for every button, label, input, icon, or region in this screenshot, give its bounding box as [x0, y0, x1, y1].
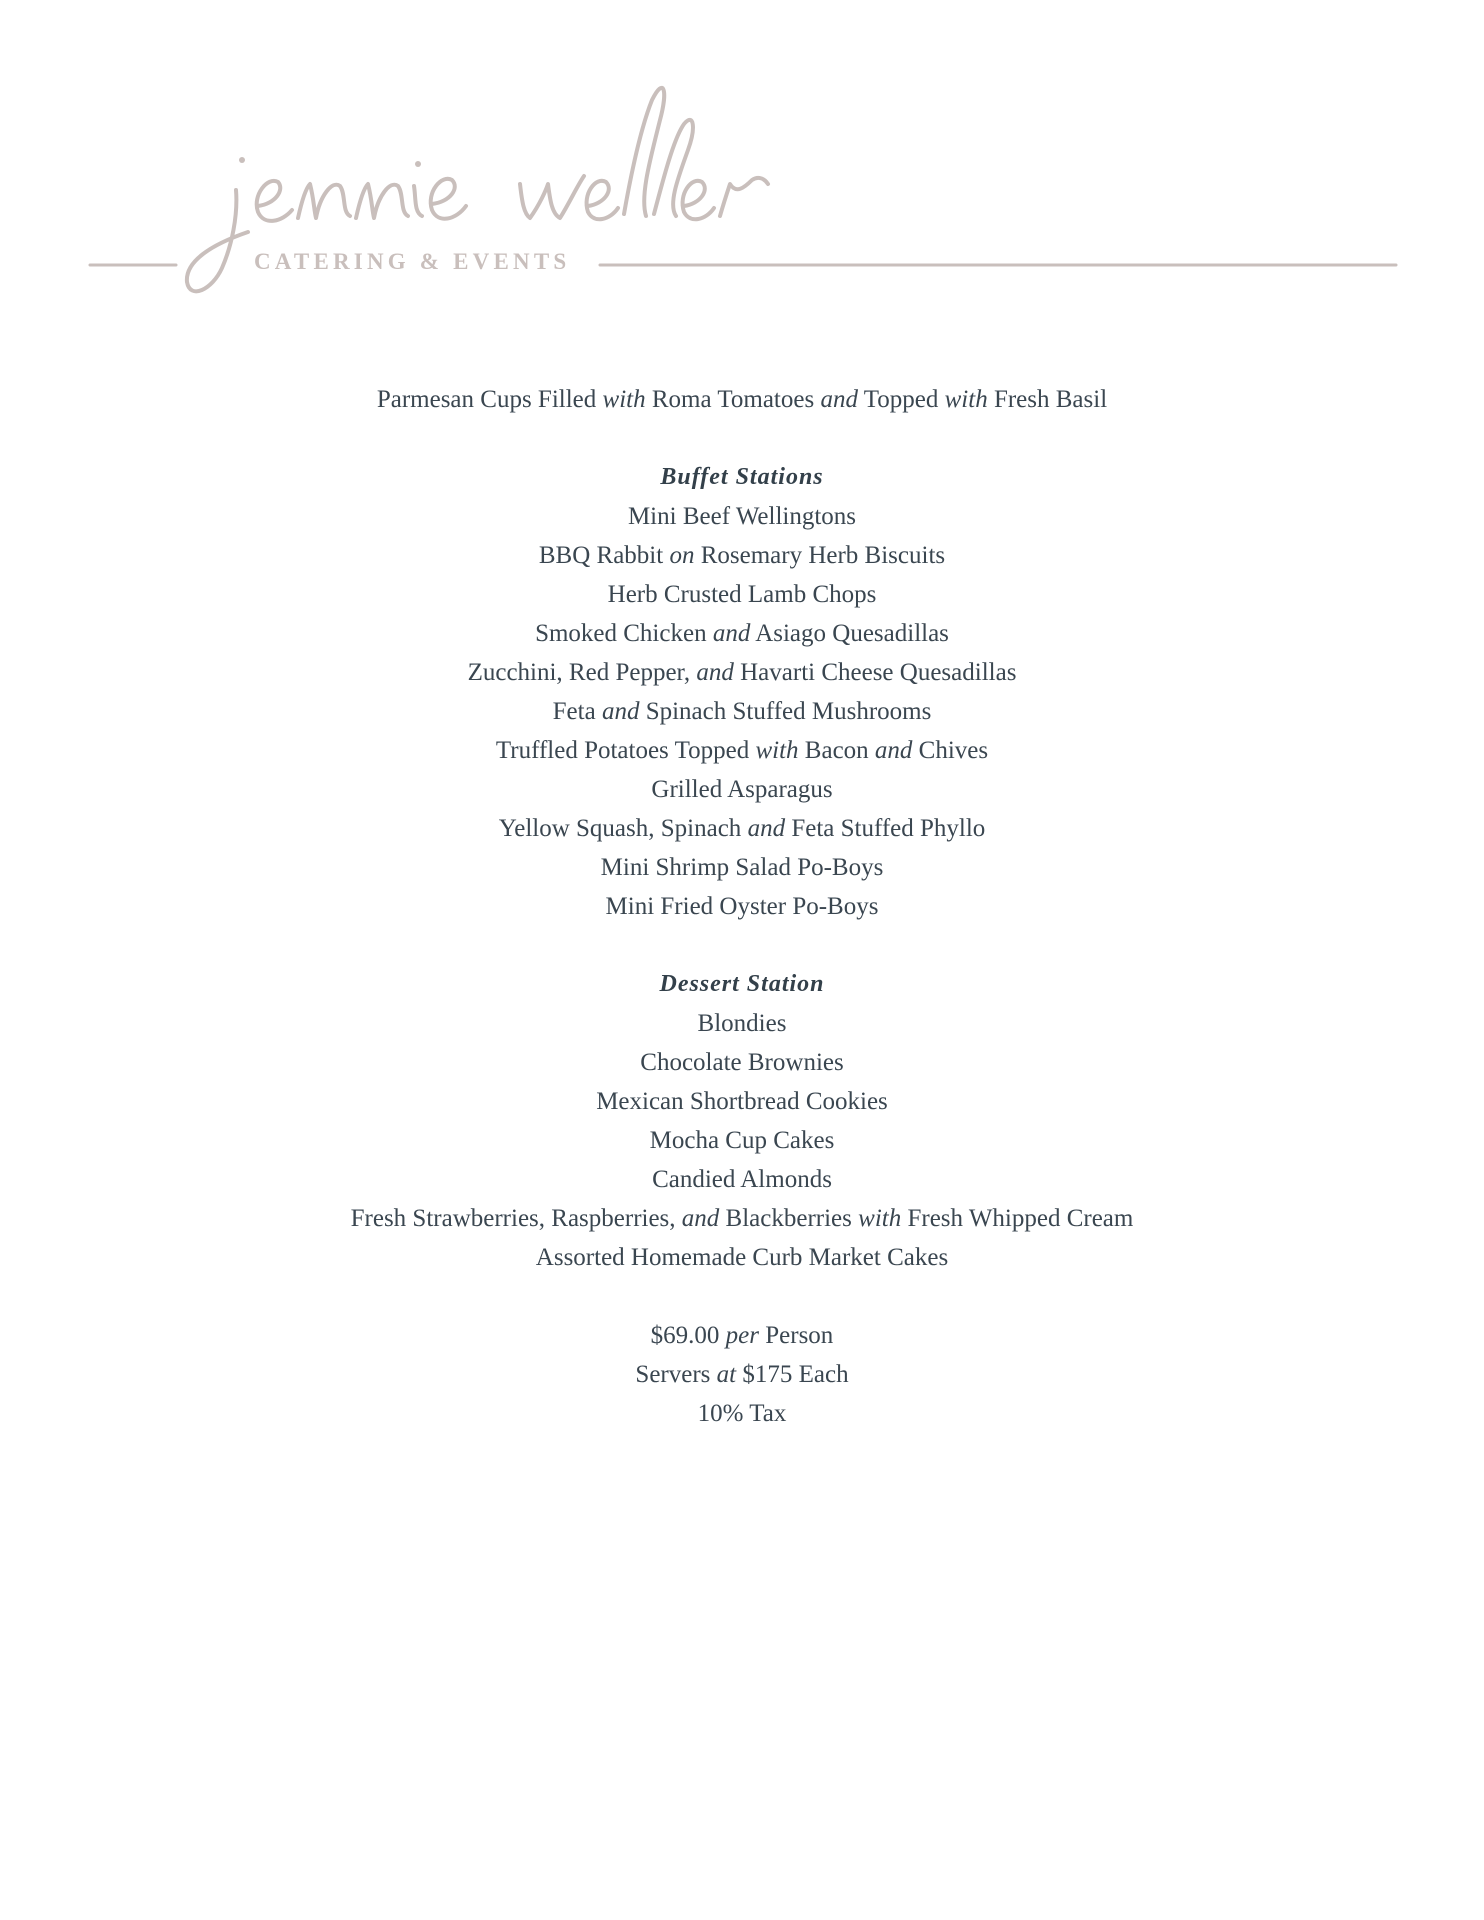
connector-word: and [696, 659, 734, 686]
menu-item: Herb Crusted Lamb Chops [607, 581, 877, 608]
menu-item: Smoked Chicken and Asiago Quesadillas [535, 620, 949, 647]
menu-item: Grilled Asparagus [651, 776, 833, 803]
connector-word: at [716, 1361, 737, 1388]
buffet-list [0, 497, 1484, 926]
menu-item: Chocolate Brownies [640, 1049, 844, 1076]
connector-word: with [755, 737, 799, 764]
menu-content [0, 380, 1484, 1433]
menu-item: Fresh Strawberries, Raspberries, and Blackberries with Fresh Whipped Cream [350, 1205, 1134, 1232]
connector-word: and [747, 815, 786, 842]
menu-item: Feta and Spinach Stuffed Mushrooms [552, 698, 932, 725]
connector-word: with [944, 386, 988, 413]
connector-word: and [820, 386, 858, 413]
connector-word: and [712, 620, 751, 647]
menu-item: Servers at $175 Each [635, 1361, 849, 1388]
brand-logo [0, 0, 1484, 320]
dessert-heading: Dessert Station [659, 971, 825, 997]
menu-item: Truffled Potatoes Topped with Bacon and Chives [495, 737, 989, 764]
menu-item: BBQ Rabbit on Rosemary Herb Biscuits [538, 542, 946, 569]
menu-item: Assorted Homemade Curb Market Cakes [535, 1244, 949, 1271]
menu-item: Mini Beef Wellingtons [627, 503, 857, 530]
spacer [0, 419, 1484, 458]
connector-word: and [681, 1205, 720, 1232]
connector-word: with [602, 386, 646, 413]
logo-script-mark [0, 0, 1484, 320]
connector-word: on [669, 542, 695, 569]
menu-item: Mini Fried Oyster Po-Boys [605, 893, 879, 920]
connector-word: and [601, 698, 640, 725]
spacer [0, 926, 1484, 965]
menu-item: Mini Shrimp Salad Po-Boys [600, 854, 884, 881]
brand-tagline: CATERING & EVENTS [254, 249, 571, 274]
dessert-list [0, 1004, 1484, 1277]
menu-item: Zucchini, Red Pepper, and Havarti Cheese Quesadillas [467, 659, 1017, 686]
menu-item: $69.00 per Person [650, 1322, 834, 1349]
menu-item: 10% Tax [697, 1400, 787, 1427]
menu-item: Blondies [697, 1010, 787, 1037]
pricing-list [0, 1316, 1484, 1433]
spacer [0, 1277, 1484, 1316]
connector-word: with [858, 1205, 902, 1232]
intro-line: Parmesan Cups Filled with Roma Tomatoes and Topped with Fresh Basil [376, 386, 1108, 413]
connector-word: per [725, 1322, 759, 1349]
menu-item: Candied Almonds [652, 1166, 832, 1193]
menu-item: Mocha Cup Cakes [649, 1127, 835, 1154]
connector-word: and [874, 737, 913, 764]
menu-item: Mexican Shortbread Cookies [596, 1088, 888, 1115]
buffet-heading: Buffet Stations [660, 464, 824, 490]
menu-item: Yellow Squash, Spinach and Feta Stuffed Phyllo [498, 815, 986, 842]
